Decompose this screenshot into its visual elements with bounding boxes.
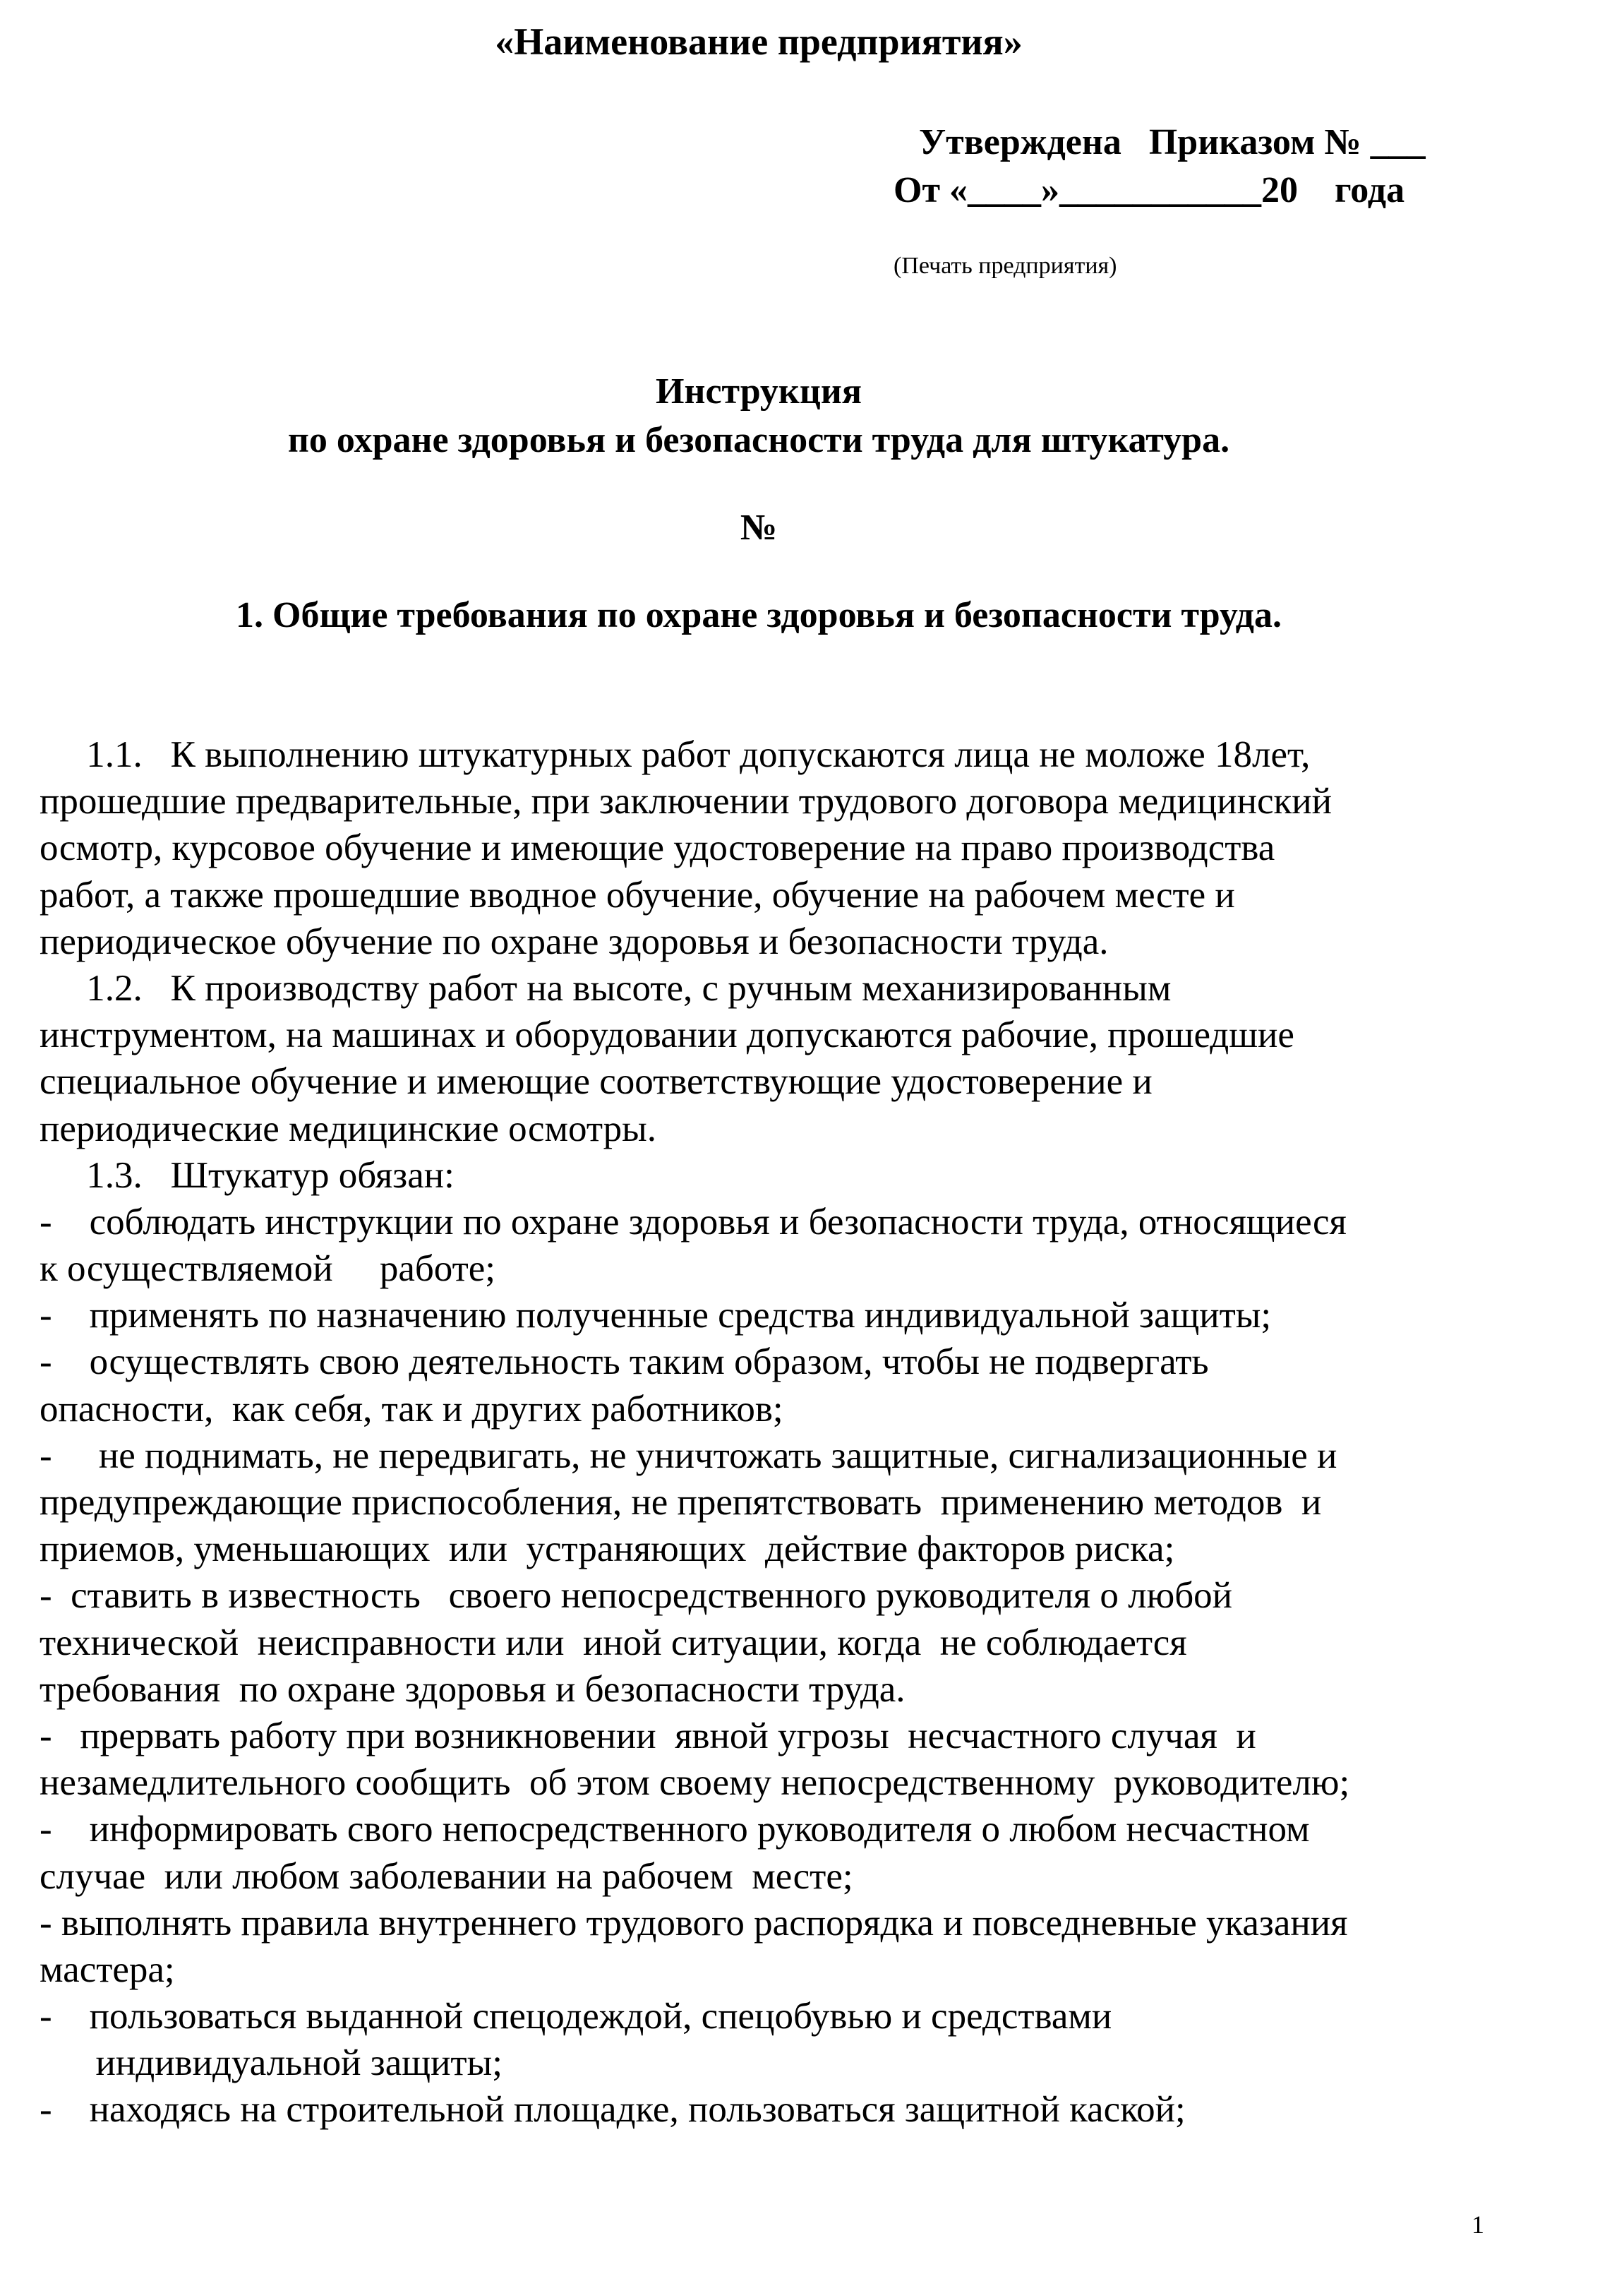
body-line: 1.3. Штукатур обязан:: [40, 1154, 455, 1196]
body-line: специальное обучение и имеющие соответствующие удостоверение и: [40, 1061, 1153, 1103]
approval-order-line: Утверждена Приказом № ___: [919, 122, 1426, 162]
body-line: - соблюдать инструкции по охране здоровья и безопасности труда, относящиеся: [40, 1201, 1347, 1243]
body-line: опасности, как себя, так и других работников;: [40, 1388, 783, 1430]
document-title: Инструкция: [656, 371, 862, 412]
body-line: - осуществлять свою деятельность таким образом, чтобы не подвергать: [40, 1341, 1209, 1383]
document-body: [40, 731, 1515, 2133]
body-line: предупреждающие приспособления, не препятствовать применению методов и: [40, 1482, 1322, 1523]
body-line: технической неисправности или иной ситуации, когда не соблюдается: [40, 1622, 1187, 1663]
page-number: 1: [1472, 2210, 1484, 2239]
body-line: случае или любом заболевании на рабочем месте;: [40, 1855, 853, 1897]
body-line: мастера;: [40, 1948, 175, 1990]
body-line: незамедлительного сообщить об этом своему непосредственному руководителю;: [40, 1762, 1350, 1804]
body-line: периодическое обучение по охране здоровья и безопасности труда.: [40, 921, 1109, 962]
section-heading: 1. Общие требования по охране здоровья и безопасности труда.: [236, 595, 1282, 635]
body-line: - информировать свого непосредственного руководителя о любом несчастном: [40, 1809, 1310, 1850]
body-line: работ, а также прошедшие вводное обучение, обучение на рабочем месте и: [40, 874, 1235, 916]
document-subtitle: по охране здоровья и безопасности труда для штукатура.: [287, 420, 1230, 460]
body-line: прошедшие предварительные, при заключении трудового договора медицинский: [40, 781, 1332, 822]
approval-date-line: От «____»___________20 года: [894, 170, 1405, 210]
body-line: требования по охране здоровья и безопасности труда.: [40, 1668, 906, 1710]
body-line: 1.2. К производству работ на высоте, с ручным механизированным: [40, 967, 1172, 1009]
body-line: к осуществляемой работе;: [40, 1248, 496, 1290]
stamp-note: (Печать предприятия): [894, 253, 1117, 279]
body-line: приемов, уменьшающих или устраняющих действие факторов риска;: [40, 1528, 1175, 1570]
body-line: индивидуальной защиты;: [40, 2042, 503, 2084]
body-line: - не поднимать, не передвигать, не уничтожать защитные, сигнализационные и: [40, 1435, 1337, 1476]
document-number: №: [740, 508, 778, 548]
body-line: периодические медицинские осмотры.: [40, 1108, 657, 1149]
body-line: - применять по назначению полученные средства индивидуальной защиты;: [40, 1295, 1272, 1336]
body-line: - ставить в известность своего непосредственного руководителя о любой: [40, 1575, 1233, 1617]
body-line: - прервать работу при возникновении явной угрозы несчастного случая и: [40, 1715, 1256, 1756]
body-line: - выполнять правила внутреннего трудового распорядка и повседневные указания: [40, 1902, 1348, 1944]
body-line: - пользоваться выданной спецодеждой, спецобувью и средствами: [40, 1996, 1112, 2037]
body-line: 1.1. К выполнению штукатурных работ допускаются лица не моложе 18лет,: [40, 734, 1311, 775]
body-line: - находясь на строительной площадке, пользоваться защитной каской;: [40, 2089, 1186, 2131]
company-name: «Наименование предприятия»: [495, 20, 1023, 63]
body-line: инструментом, на машинах и оборудовании допускаются рабочие, прошедшие: [40, 1014, 1294, 1056]
body-line: осмотр, курсовое обучение и имеющие удостоверение на право производства: [40, 827, 1275, 869]
